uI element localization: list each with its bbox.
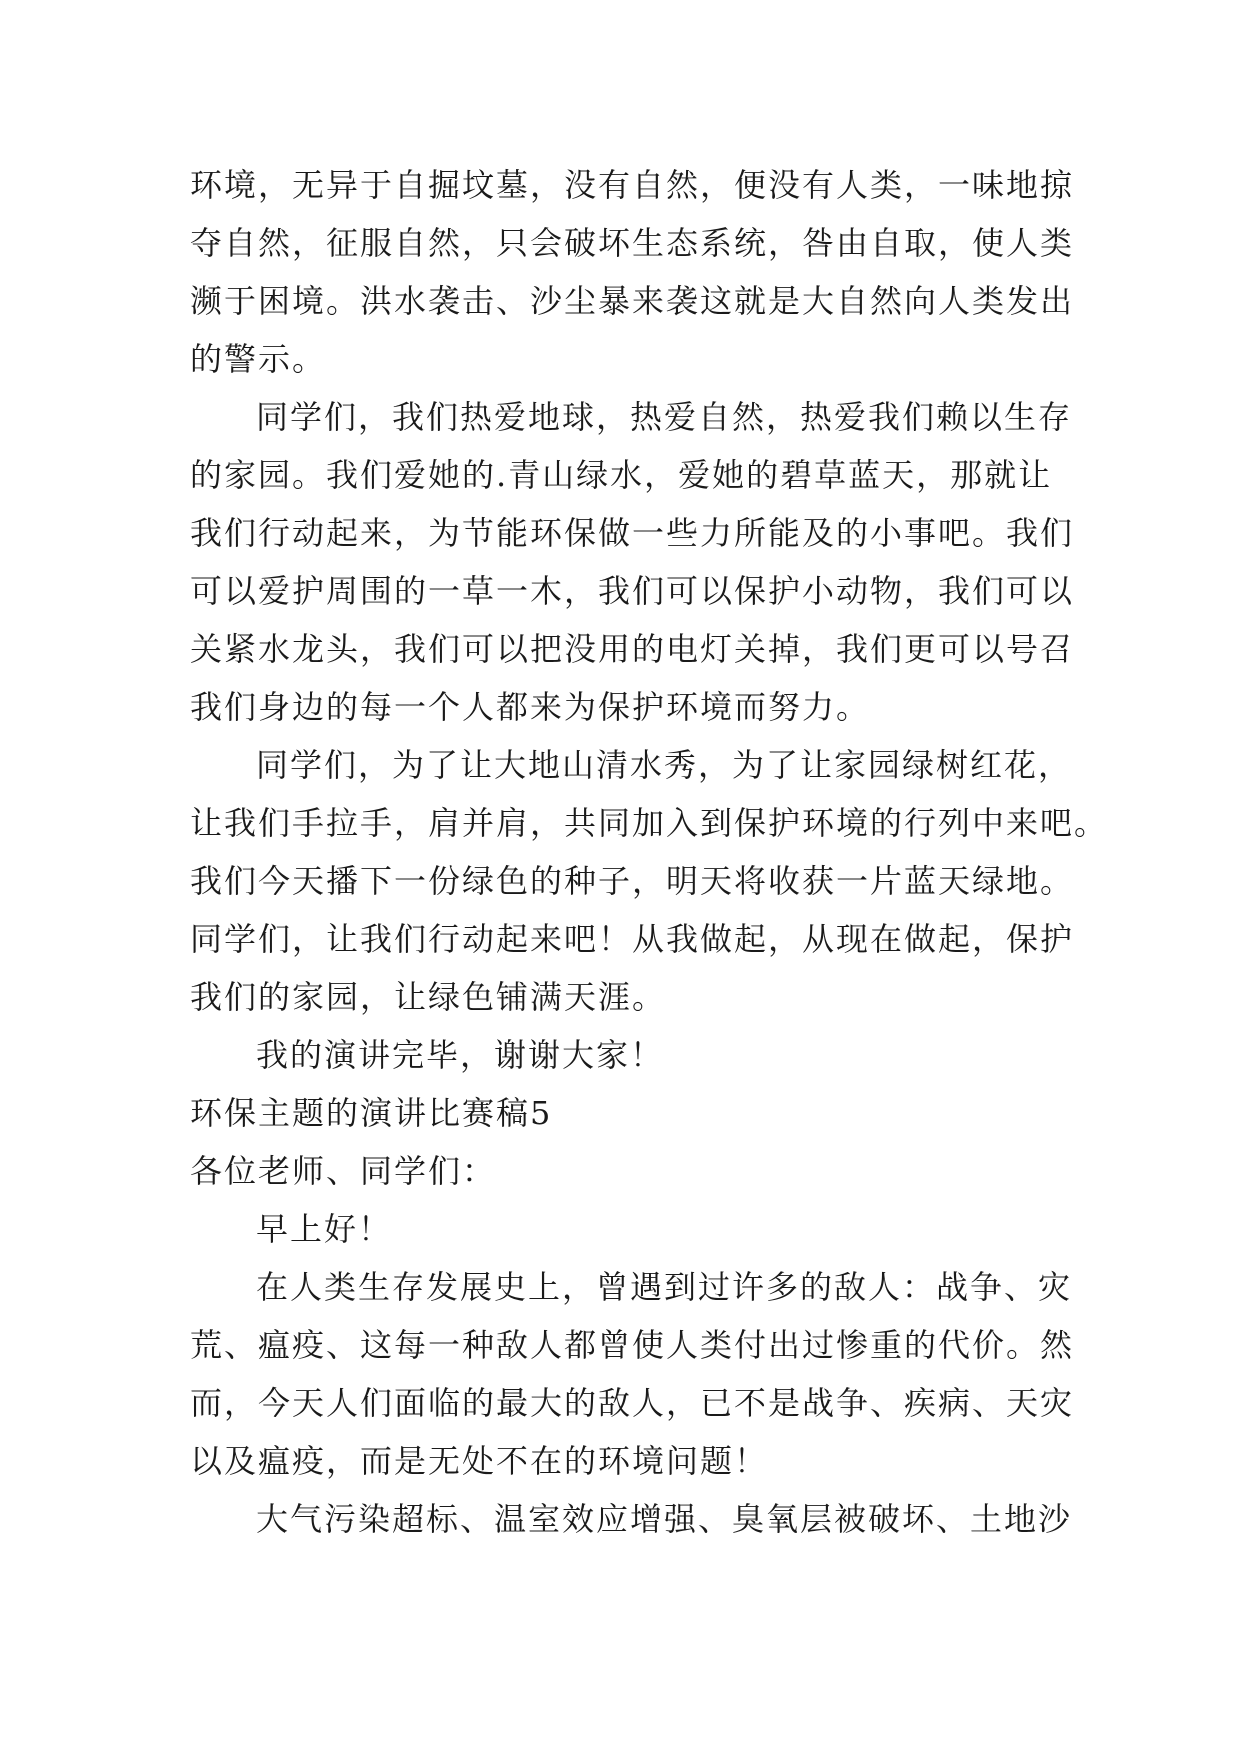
paragraph-start-line: 在人类生存发展史上，曾遇到过许多的敌人：战争、灾 [256, 1268, 1073, 1306]
text-line: 关紧水龙头，我们可以把没用的电灯关掉，我们更可以号召 [190, 630, 1075, 668]
text-line: 夺自然，征服自然，只会破坏生态系统，咎由自取，使人类 [190, 224, 1075, 262]
paragraph-start-line: 同学们，我们热爱地球，热爱自然，热爱我们赖以生存 [256, 398, 1073, 436]
text-line: 可以爱护周围的一草一木，我们可以保护小动物，我们可以 [190, 572, 1075, 610]
text-line: 我们行动起来，为节能环保做一些力所能及的小事吧。我们 [190, 514, 1075, 552]
text-line: 让我们手拉手，肩并肩，共同加入到保护环境的行列中来吧。 [190, 804, 1109, 842]
closing-line: 我的演讲完毕，谢谢大家！ [256, 1036, 665, 1074]
document-body [190, 156, 1109, 1548]
text-line: 环境，无异于自掘坟墓，没有自然，便没有人类，一味地掠 [190, 166, 1075, 204]
greeting: 早上好！ [256, 1210, 393, 1248]
text-line: 我们的家园，让绿色铺满天涯。 [190, 978, 667, 1016]
text-line: 我们身边的每一个人都来为保护环境而努力。 [190, 688, 871, 726]
text-line: 我们今天播下一份绿色的种子，明天将收获一片蓝天绿地。 [190, 862, 1075, 900]
text-line: 同学们，让我们行动起来吧！从我做起，从现在做起，保护 [190, 920, 1075, 958]
paragraph-start-line: 大气污染超标、温室效应增强、臭氧层被破坏、土地沙 [256, 1500, 1073, 1538]
text-line: 而，今天人们面临的最大的敌人，已不是战争、疾病、天灾 [190, 1384, 1075, 1422]
text-line: 以及瘟疫，而是无处不在的环境问题！ [190, 1442, 769, 1480]
paragraph-start-line: 同学们，为了让大地山清水秀，为了让家园绿树红花， [256, 746, 1073, 784]
text-line: 濒于困境。洪水袭击、沙尘暴来袭这就是大自然向人类发出 [190, 282, 1075, 320]
section-title: 环保主题的演讲比赛稿5 [190, 1094, 553, 1132]
salutation: 各位老师、同学们： [190, 1152, 497, 1190]
text-line: 荒、瘟疫、这每一种敌人都曾使人类付出过惨重的代价。然 [190, 1326, 1075, 1364]
text-line: 的家园。我们爱她的.青山绿水，爱她的碧草蓝天，那就让 [190, 456, 1053, 494]
text-line: 的警示。 [190, 340, 327, 378]
